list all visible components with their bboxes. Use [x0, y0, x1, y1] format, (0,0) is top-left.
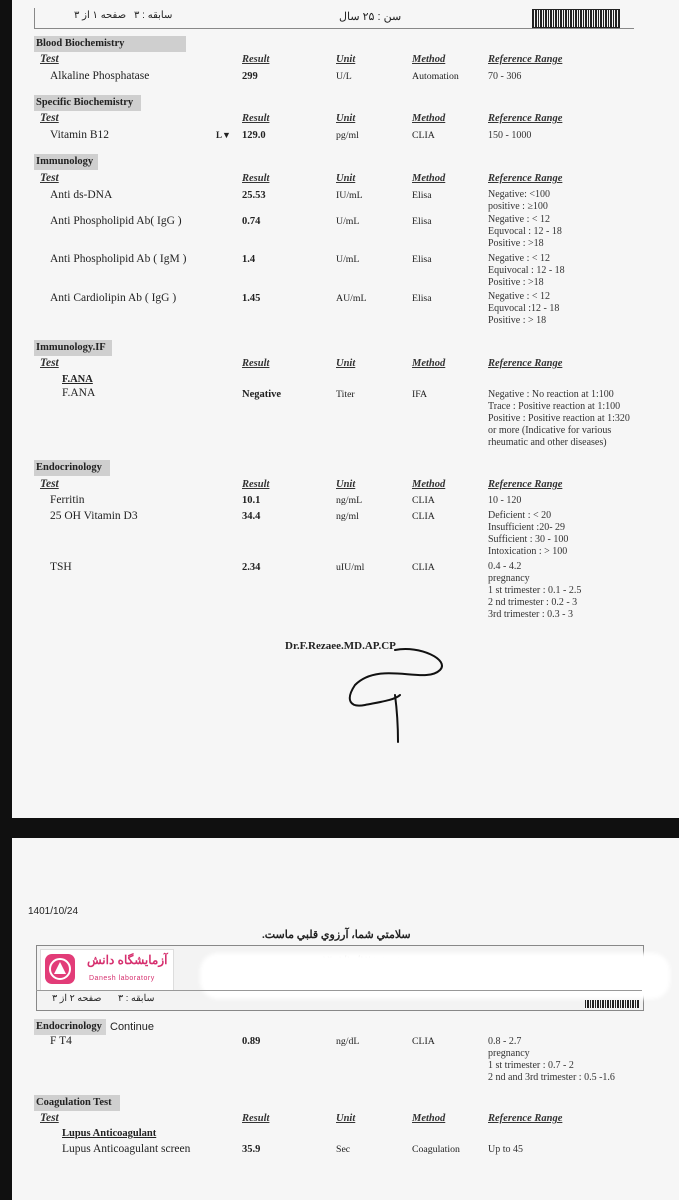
test-name: F.ANA	[62, 387, 96, 399]
test-method: CLIA	[412, 130, 435, 141]
signature-graphic	[340, 640, 460, 750]
col-test: Test	[40, 357, 59, 369]
test-result: 34.4	[242, 511, 261, 522]
test-reference: Negative : < 12	[488, 291, 551, 302]
test-reference: Positive : >18	[488, 238, 544, 249]
col-reference: Reference Range	[488, 54, 563, 65]
patient-age: سن : ۲۵ سال	[339, 11, 402, 23]
page-header-strip	[34, 8, 634, 29]
col-unit: Unit	[336, 358, 356, 369]
col-method: Method	[412, 358, 446, 369]
section-endocrinology: Endocrinology	[34, 460, 110, 476]
section-title: Endocrinology	[36, 1021, 102, 1032]
test-reference: Up to 45	[488, 1144, 523, 1155]
section-blood-biochemistry: Blood Biochemistry	[34, 36, 186, 52]
test-result: 0.74	[242, 216, 261, 227]
test-result: 1.4	[242, 254, 256, 265]
test-unit: pg/ml	[336, 130, 359, 141]
test-reference: 2 nd trimester : 0.2 - 3	[488, 597, 578, 608]
col-unit: Unit	[336, 1113, 356, 1124]
section-coagulation: Coagulation Test	[34, 1095, 120, 1111]
col-method: Method	[412, 1113, 446, 1124]
test-unit: U/L	[336, 71, 352, 82]
lab-logo	[40, 949, 174, 991]
test-method: IFA	[412, 389, 428, 400]
col-unit: Unit	[336, 113, 356, 124]
test-reference: Equvocal :12 - 18	[488, 303, 560, 314]
test-name: Anti Phospholipid Ab ( IgM )	[50, 253, 187, 265]
col-method: Method	[412, 173, 446, 184]
test-reference: 0.8 - 2.7	[488, 1036, 522, 1047]
col-result: Result	[242, 113, 270, 124]
col-reference: Reference Range	[488, 479, 563, 490]
col-reference: Reference Range	[488, 1113, 563, 1124]
col-result: Result	[242, 173, 270, 184]
test-reference: Sufficient : 30 - 100	[488, 534, 569, 545]
subgroup-title: Lupus Anticoagulant	[62, 1128, 157, 1139]
test-unit: AU/mL	[336, 293, 367, 304]
test-name: Anti Phospholipid Ab( IgG )	[50, 215, 182, 227]
test-reference: Positive : Positive reaction at 1:320	[488, 413, 630, 424]
barcode	[585, 1000, 640, 1008]
test-reference: 1 st trimester : 0.1 - 2.5	[488, 585, 582, 596]
test-reference: Negative: <100	[488, 189, 551, 200]
test-result: 35.9	[242, 1144, 261, 1155]
page-info: صفحه ۲ از ۳	[52, 993, 102, 1004]
previous-visit: سابقه : ۳	[118, 993, 155, 1004]
flask-icon	[45, 954, 75, 984]
test-reference: Negative : < 12	[488, 214, 551, 225]
col-unit: Unit	[336, 54, 356, 65]
flask-shape	[45, 954, 75, 984]
test-reference: Positive : >18	[488, 277, 544, 288]
test-method: CLIA	[412, 495, 435, 506]
section-immunology-if: Immunology.IF	[34, 340, 112, 356]
col-reference: Reference Range	[488, 358, 563, 369]
test-name: 25 OH Vitamin D3	[50, 510, 138, 522]
lab-name-en: Danesh laboratory	[89, 975, 155, 982]
test-reference: Trace : Positive reaction at 1:100	[488, 401, 621, 412]
test-method: CLIA	[412, 1036, 435, 1047]
test-reference: or more (Indicative for various	[488, 425, 612, 436]
lab-slogan: سلامتي شما، آرزوي قلبي ماست.	[262, 929, 411, 941]
col-reference: Reference Range	[488, 113, 563, 124]
test-reference: 10 - 120	[488, 495, 522, 506]
previous-visit: سابقه : ۳	[134, 10, 173, 21]
col-result: Result	[242, 1113, 270, 1124]
test-method: Coagulation	[412, 1144, 460, 1155]
physician-name: Dr.F.Rezaee.MD.AP.CP	[285, 640, 396, 652]
col-reference: Reference Range	[488, 173, 563, 184]
col-result: Result	[242, 358, 270, 369]
section-endocrinology-continue	[34, 1019, 106, 1035]
test-reference: Intoxication : > 100	[488, 546, 568, 557]
low-flag: L▼	[216, 130, 231, 140]
test-name: Ferritin	[50, 494, 85, 506]
test-name: Anti Cardiolipin Ab ( IgG )	[50, 292, 177, 304]
test-unit: Titer	[336, 389, 355, 400]
test-result: 2.34	[242, 562, 261, 573]
test-reference: 0.4 - 4.2	[488, 561, 522, 572]
test-name: Alkaline Phosphatase	[50, 70, 150, 82]
test-method: Elisa	[412, 190, 432, 201]
test-reference: Positive : > 18	[488, 315, 547, 326]
col-method: Method	[412, 479, 446, 490]
col-test: Test	[40, 478, 59, 490]
test-name: TSH	[50, 561, 72, 573]
test-method: CLIA	[412, 562, 435, 573]
test-unit: uIU/ml	[336, 562, 365, 573]
test-method: CLIA	[412, 511, 435, 522]
test-reference: Equivocal : 12 - 18	[488, 265, 565, 276]
test-name: Anti ds-DNA	[50, 189, 113, 201]
redacted-patient-info	[200, 953, 670, 999]
test-reference: Negative : < 12	[488, 253, 551, 264]
test-reference: Insufficient :20- 29	[488, 522, 566, 533]
col-method: Method	[412, 54, 446, 65]
test-reference: Deficient : < 20	[488, 510, 552, 521]
col-test: Test	[40, 172, 59, 184]
test-reference: pregnancy	[488, 1048, 530, 1059]
col-test: Test	[40, 1112, 59, 1124]
page-info: صفحه ۱ از ۳	[74, 10, 127, 21]
test-reference: 150 - 1000	[488, 130, 532, 141]
test-unit: U/mL	[336, 254, 360, 265]
test-result: 10.1	[242, 495, 261, 506]
test-reference: Equvocal : 12 - 18	[488, 226, 562, 237]
test-unit: IU/mL	[336, 190, 363, 201]
section-immunology: Immunology	[34, 154, 98, 170]
section-specific-biochemistry: Specific Biochemistry	[34, 95, 141, 111]
col-test: Test	[40, 53, 59, 65]
test-result: 129.0	[242, 130, 266, 141]
test-result: 0.89	[242, 1036, 261, 1047]
test-method: Elisa	[412, 293, 432, 304]
barcode	[532, 9, 620, 28]
col-result: Result	[242, 479, 270, 490]
test-unit: ng/dL	[336, 1036, 360, 1047]
continue-label: Continue	[110, 1021, 155, 1033]
col-result: Result	[242, 54, 270, 65]
test-unit: U/mL	[336, 216, 360, 227]
test-unit: Sec	[336, 1144, 351, 1155]
test-name: Lupus Anticoagulant screen	[62, 1143, 191, 1155]
test-result: 299	[242, 71, 258, 82]
test-reference: 3rd trimester : 0.3 - 3	[488, 609, 573, 620]
test-unit: ng/ml	[336, 511, 359, 522]
test-method: Elisa	[412, 216, 432, 227]
test-name: F T4	[50, 1035, 72, 1047]
test-result: 1.45	[242, 293, 261, 304]
col-unit: Unit	[336, 479, 356, 490]
test-reference: rheumatic and other diseases)	[488, 437, 607, 448]
subgroup-title: F.ANA	[62, 374, 93, 385]
test-reference: positive : ≥100	[488, 201, 548, 212]
test-reference: Negative : No reaction at 1:100	[488, 389, 614, 400]
test-method: Elisa	[412, 254, 432, 265]
test-reference: 70 - 306	[488, 71, 522, 82]
test-method: Automation	[412, 71, 459, 82]
test-name: Vitamin B12	[50, 129, 110, 141]
test-reference: 1 st trimester : 0.7 - 2	[488, 1060, 574, 1071]
col-test: Test	[40, 112, 59, 124]
test-result: Negative	[242, 389, 282, 400]
test-reference: pregnancy	[488, 573, 530, 584]
col-unit: Unit	[336, 173, 356, 184]
test-unit: ng/mL	[336, 495, 363, 506]
report-date: 1401/10/24	[28, 906, 79, 917]
lab-name-fa: آزمايشگاه دانش	[87, 953, 168, 967]
test-reference: 2 nd and 3rd trimester : 0.5 -1.6	[488, 1072, 615, 1083]
col-method: Method	[412, 113, 446, 124]
test-result: 25.53	[242, 190, 266, 201]
